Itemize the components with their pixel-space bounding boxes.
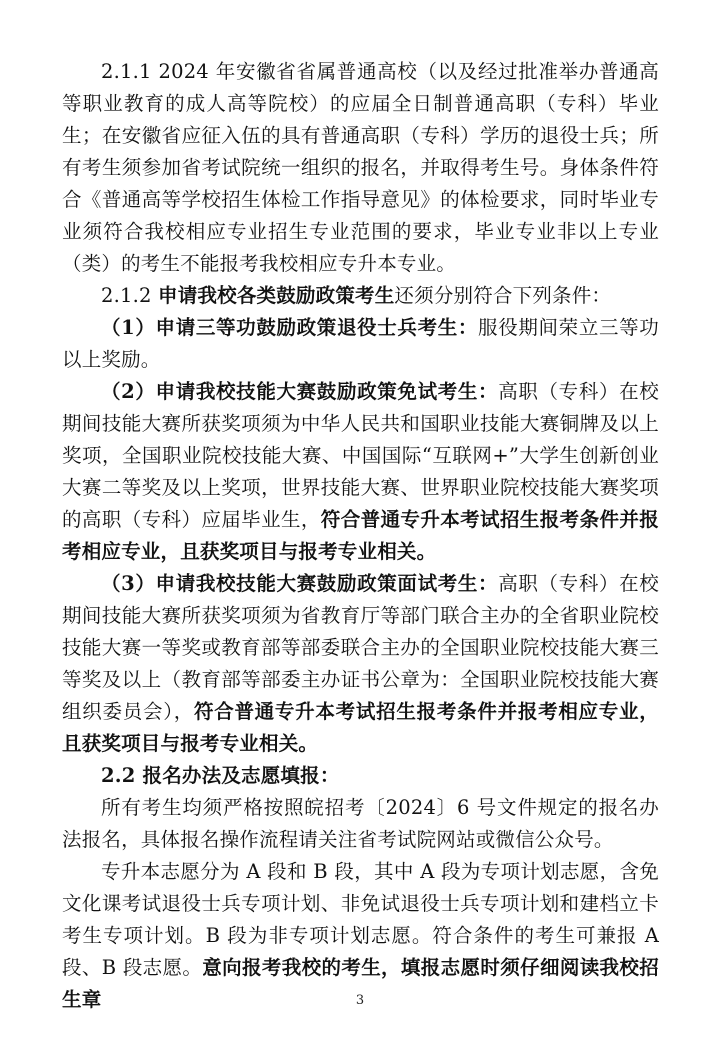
text-run: 符合普通专升本考试招生报考条件并报考相应专业，且获奖项目与报考专业相关。 bbox=[62, 508, 659, 563]
text-run: （3）申请我校技能大赛鼓励政策面试考生： bbox=[101, 572, 499, 595]
paragraph-clause-3 bbox=[62, 568, 659, 760]
paragraph-clause-1 bbox=[62, 312, 659, 376]
page-number: 3 bbox=[355, 993, 365, 1008]
text-run: 所有考生均须严格按照皖招考〔2024〕6 号文件规定的报名办法报名，具体报名操作流程请关注省考试院网站或微信公众号。 bbox=[62, 796, 659, 851]
paragraph-registration-method bbox=[62, 792, 659, 856]
text-run: 2.2 报名办法及志愿填报： bbox=[101, 764, 340, 787]
document-body bbox=[62, 56, 659, 1016]
text-run: 高职（专科）在校期间技能大赛所获奖项须为省教育厅等部门联合主办的全省职业院校技能大赛一等奖或教育部等部委联合主办的全国职业院校技能大赛三等奖及以上（教育部等部委主办证书公章为：全国职业院校技能大赛组织委员会）， bbox=[62, 572, 659, 723]
paragraph-clause-2 bbox=[62, 376, 659, 568]
text-run: 还须分别符合下列条件： bbox=[394, 284, 612, 307]
text-run: 2.1.2 bbox=[101, 284, 159, 307]
page-footer bbox=[0, 992, 720, 1010]
text-run: 服役期间荣立三等功以上奖励。 bbox=[62, 316, 659, 371]
text-run: 申请我校各类鼓励政策考生 bbox=[158, 284, 395, 307]
paragraph-eligibility-2-1-1 bbox=[62, 56, 659, 280]
heading-2-2 bbox=[62, 760, 659, 792]
text-run: （1）申请三等功鼓励政策退役士兵考生： bbox=[101, 316, 479, 339]
text-run: 专升本志愿分为 A 段和 B 段，其中 A 段为专项计划志愿，含免文化课考试退役士兵专项计划、非免试退役士兵专项计划和建档立卡考生专项计划。B 段为非专项计划志愿。符合条件的考生可兼报 A 段、B 段志愿。 bbox=[62, 860, 659, 979]
paragraph-policy-2-1-2 bbox=[62, 280, 659, 312]
text-run: （2）申请我校技能大赛鼓励政策免试考生： bbox=[101, 380, 499, 403]
text-run: 高职（专科）在校期间技能大赛所获奖项须为中华人民共和国职业技能大赛铜牌及以上奖项，全国职业院校技能大赛、中国国际“互联网+”大学生创新创业大赛二等奖及以上奖项，世界技能大赛、世界职业院校技能大赛奖项的高职（专科）应届毕业生， bbox=[62, 380, 659, 531]
text-run: 意向报考我校的考生，填报志愿时须仔细阅读我校招生章 bbox=[62, 956, 659, 1011]
text-run: 符合普通专升本考试招生报考条件并报考相应专业，且获奖项目与报考专业相关。 bbox=[62, 700, 659, 755]
text-run: 2.1.1 2024 年安徽省省属普通高校（以及经过批准举办普通高等职业教育的成人高等院校）的应届全日制普通高职（专科）毕业生；在安徽省应征入伍的具有普通高职（专科）学历的退役士兵；所有考生须参加省考试院统一组织的报名，并取得考生号。身体条件符合《普通高等学校招生体检工作指导意见》的体检要求，同时毕业专业须符合我校相应专业招生专业范围的要求，毕业专业非以上专业（类）的考生不能报考我校相应专升本专业。 bbox=[62, 60, 659, 275]
